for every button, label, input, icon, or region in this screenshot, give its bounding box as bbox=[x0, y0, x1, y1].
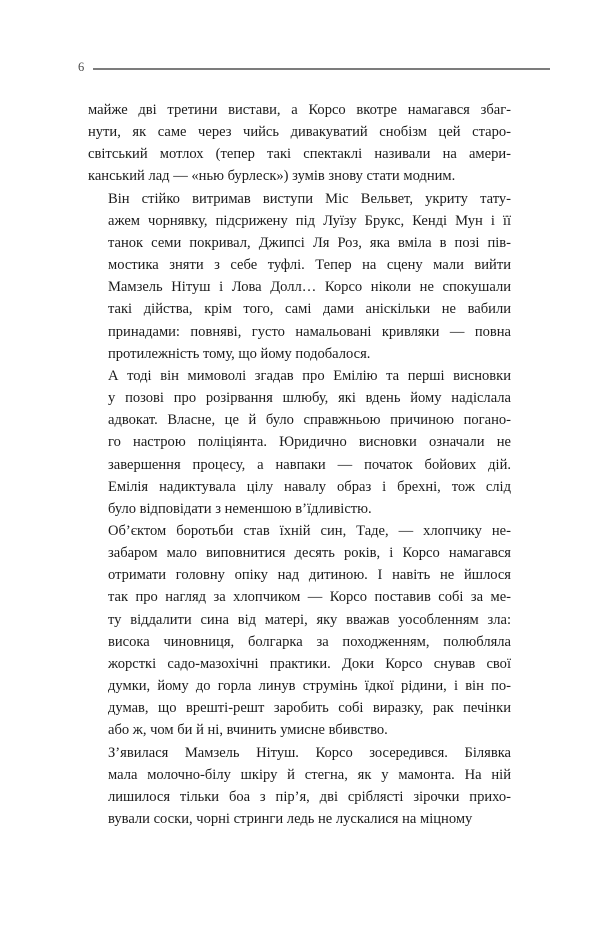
text-line: Мамзель Нітуш і Лова Долл… Корсо ніколи не спокушали bbox=[108, 279, 511, 296]
text-line: Емілія надиктувала цілу навалу образ і брехні, тож слід bbox=[108, 478, 511, 495]
paragraph bbox=[88, 99, 511, 188]
text-line: думав, що врешті-решт заробить собі виразку, рак печінки bbox=[108, 700, 511, 717]
text-line: ту віддалити сина від матері, яку вважав уособленням зла: bbox=[108, 611, 511, 628]
text-line: у позові про розірвання шлюбу, які вдень йому надіслала bbox=[108, 390, 511, 407]
paragraph bbox=[88, 188, 511, 365]
text-line: було відповідати з неменшою в’їдливістю. bbox=[108, 500, 372, 517]
paragraph bbox=[88, 742, 511, 831]
text-line: А тоді він мимоволі згадав про Емілію та перші висновки bbox=[108, 367, 511, 384]
text-line: адвокат. Власне, це й було справжньою причиною погано- bbox=[108, 412, 511, 429]
text-line: Об’єктом боротьби став їхній син, Таде, — хлопчику не- bbox=[108, 522, 511, 539]
text-line: вували соски, чорні стринги ледь не лускалися на міцному bbox=[108, 811, 473, 827]
text-line: або ж, чом би й ні, вчинить умисне вбивство. bbox=[108, 722, 388, 739]
text-line: мала молочно-білу шкіру й стегна, як у мамонта. На ній bbox=[108, 766, 511, 783]
paragraph bbox=[88, 520, 511, 742]
running-head bbox=[78, 59, 550, 77]
text-line: принадами: повняві, густо намальовані кривляки — повна bbox=[108, 323, 511, 340]
text-line: З’явилася Мамзель Нітуш. Корсо зосередився. Білявка bbox=[108, 744, 511, 761]
text-line: протилежність тому, що йому подобалося. bbox=[108, 345, 371, 362]
text-line: майже дві третини вистави, а Корсо вкотре намагався збаг- bbox=[88, 102, 511, 118]
text-line: нути, як саме через чийсь дивакуватий снобізм цей старо- bbox=[88, 124, 511, 141]
text-line: отримати головну опіку над дитиною. І навіть не йшлося bbox=[108, 567, 511, 584]
text-line: го настрою поліціянта. Юридично висновки означали не bbox=[108, 434, 511, 451]
text-line: Він стійко витримав виступи Міс Вельвет, укриту тату- bbox=[108, 190, 511, 207]
text-line: думки, йому до горла линув струмінь їдкої рідини, і він по- bbox=[108, 678, 511, 695]
text-line: ажем чорнявку, підсрижену під Луїзу Брукс, Кенді Мун і її bbox=[108, 212, 511, 229]
text-line: такі дійства, крім того, самі дами аніскільки не вабили bbox=[108, 301, 511, 318]
text-line: завершення процесу, а навпаки — початок бойових дій. bbox=[108, 456, 511, 473]
text-line: світський мотлох (тепер такі спектаклі називали на амери- bbox=[88, 146, 511, 163]
page-number: 6 bbox=[78, 60, 85, 75]
text-line: танок семи покривал, Джипсі Ля Роз, яка вміла в позі пів- bbox=[108, 234, 511, 251]
text-line: жорсткі садо-мазохічні практики. Доки Корсо снував свої bbox=[108, 655, 511, 672]
text-line: так про нагляд за хлопчиком — Корсо поставив собі за ме- bbox=[108, 589, 511, 606]
text-line: забаром мало виповнитися десять років, і Корсо намагався bbox=[108, 545, 511, 562]
text-line: мостика зняти з себе туфлі. Тепер на сцену мали вийти bbox=[108, 257, 511, 274]
text-line: лишилося тільки боа з пір’я, дві сріблясті зірочки прихо- bbox=[108, 788, 511, 805]
header-rule bbox=[93, 68, 550, 70]
text-line: канський лад — «нью бурлеск») зумів знову стати модним. bbox=[88, 168, 456, 185]
body-text bbox=[88, 99, 511, 830]
text-line: висока чиновниця, болгарка за походженням, полюбляла bbox=[108, 633, 511, 650]
paragraph bbox=[88, 365, 511, 520]
